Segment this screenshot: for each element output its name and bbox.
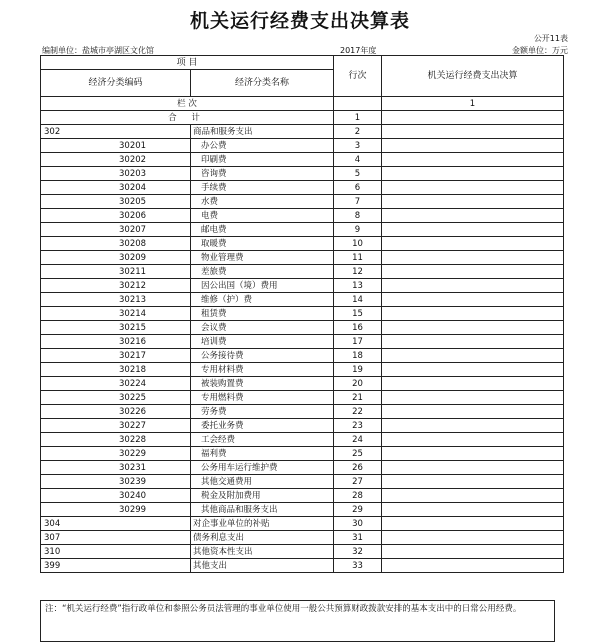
table-row xyxy=(41,293,564,307)
table-row xyxy=(41,139,564,153)
row-value xyxy=(382,419,564,433)
row-name: 其他支出 xyxy=(191,559,334,573)
total-row xyxy=(41,111,564,125)
row-name: 其他商品和服务支出 xyxy=(191,503,334,517)
row-name: 咨询费 xyxy=(191,167,334,181)
table-row xyxy=(41,503,564,517)
table-row xyxy=(41,125,564,139)
row-value xyxy=(382,139,564,153)
page-title: 机关运行经费支出决算表 xyxy=(189,10,410,32)
row-name: 公务接待费 xyxy=(191,349,334,363)
row-code: 30218 xyxy=(41,363,191,377)
table-row xyxy=(41,167,564,181)
row-seq: 9 xyxy=(334,223,382,237)
header-group: 项 目 xyxy=(41,56,334,70)
row-seq: 18 xyxy=(334,349,382,363)
row-name: 福利费 xyxy=(191,447,334,461)
row-code: 30211 xyxy=(41,265,191,279)
row-seq: 23 xyxy=(334,419,382,433)
table-row xyxy=(41,419,564,433)
row-value xyxy=(382,531,564,545)
row-name: 劳务费 xyxy=(191,405,334,419)
row-value xyxy=(382,209,564,223)
table-row xyxy=(41,321,564,335)
row-value xyxy=(382,377,564,391)
row-value xyxy=(382,237,564,251)
table-row xyxy=(41,489,564,503)
row-code: 30201 xyxy=(41,139,191,153)
row-code: 30215 xyxy=(41,321,191,335)
row-value xyxy=(382,321,564,335)
row-code: 30217 xyxy=(41,349,191,363)
row-code: 30207 xyxy=(41,223,191,237)
table-row xyxy=(41,391,564,405)
row-seq: 32 xyxy=(334,545,382,559)
row-seq: 28 xyxy=(334,489,382,503)
row-name: 租赁费 xyxy=(191,307,334,321)
lanci-row xyxy=(41,97,564,111)
row-seq: 8 xyxy=(334,209,382,223)
lanci-value: 1 xyxy=(382,97,564,111)
row-value xyxy=(382,363,564,377)
row-code: 30240 xyxy=(41,489,191,503)
row-seq: 2 xyxy=(334,125,382,139)
row-seq: 16 xyxy=(334,321,382,335)
row-code: 30226 xyxy=(41,405,191,419)
row-code: 30206 xyxy=(41,209,191,223)
row-value xyxy=(382,433,564,447)
table-row xyxy=(41,335,564,349)
row-code: 30208 xyxy=(41,237,191,251)
row-name: 印刷费 xyxy=(191,153,334,167)
expense-table xyxy=(40,55,564,573)
table-row xyxy=(41,279,564,293)
row-name: 专用燃料费 xyxy=(191,391,334,405)
row-name: 被装购置费 xyxy=(191,377,334,391)
row-seq: 5 xyxy=(334,167,382,181)
row-name: 其他交通费用 xyxy=(191,475,334,489)
row-code: 307 xyxy=(41,531,191,545)
header-row-group xyxy=(41,56,564,70)
row-name: 税金及附加费用 xyxy=(191,489,334,503)
row-code: 30229 xyxy=(41,447,191,461)
table-row xyxy=(41,433,564,447)
table-row xyxy=(41,265,564,279)
table-row xyxy=(41,223,564,237)
preparing-unit: 编制单位：盐城市亭湖区文化馆 xyxy=(42,46,154,55)
row-value xyxy=(382,349,564,363)
row-name: 邮电费 xyxy=(191,223,334,237)
row-value xyxy=(382,447,564,461)
row-seq: 31 xyxy=(334,531,382,545)
row-name: 维修（护）费 xyxy=(191,293,334,307)
row-seq: 20 xyxy=(334,377,382,391)
row-code: 310 xyxy=(41,545,191,559)
row-value xyxy=(382,125,564,139)
row-seq: 7 xyxy=(334,195,382,209)
footnote: 注：“机关运行经费”指行政单位和参照公务员法管理的事业单位使用一般公共预算财政拨款安排的基本支出中的日常公用经费。 xyxy=(40,600,555,642)
row-name: 其他资本性支出 xyxy=(191,545,334,559)
row-code: 30213 xyxy=(41,293,191,307)
row-value xyxy=(382,475,564,489)
row-name: 因公出国（境）费用 xyxy=(191,279,334,293)
table-number: 公开11表 xyxy=(533,34,568,43)
row-code: 304 xyxy=(41,517,191,531)
row-seq: 29 xyxy=(334,503,382,517)
row-name: 取暖费 xyxy=(191,237,334,251)
row-code: 302 xyxy=(41,125,191,139)
row-code: 30205 xyxy=(41,195,191,209)
row-name: 工会经费 xyxy=(191,433,334,447)
table-row xyxy=(41,559,564,573)
row-code: 30239 xyxy=(41,475,191,489)
row-value xyxy=(382,181,564,195)
row-value xyxy=(382,293,564,307)
row-code: 30209 xyxy=(41,251,191,265)
lanci-label: 栏 次 xyxy=(41,97,334,111)
row-value xyxy=(382,391,564,405)
row-seq: 13 xyxy=(334,279,382,293)
table-row xyxy=(41,195,564,209)
row-value xyxy=(382,461,564,475)
table-body xyxy=(41,125,564,573)
table-row xyxy=(41,209,564,223)
table-row xyxy=(41,545,564,559)
row-seq: 4 xyxy=(334,153,382,167)
row-seq: 21 xyxy=(334,391,382,405)
row-seq: 24 xyxy=(334,433,382,447)
table-row xyxy=(41,517,564,531)
row-value xyxy=(382,307,564,321)
table-row xyxy=(41,349,564,363)
row-seq: 30 xyxy=(334,517,382,531)
table-row xyxy=(41,363,564,377)
row-name: 会议费 xyxy=(191,321,334,335)
row-code: 30204 xyxy=(41,181,191,195)
row-value xyxy=(382,265,564,279)
row-name: 手续费 xyxy=(191,181,334,195)
table-row xyxy=(41,531,564,545)
header-value: 机关运行经费支出决算 xyxy=(382,56,564,97)
row-value xyxy=(382,503,564,517)
row-value xyxy=(382,517,564,531)
row-seq: 11 xyxy=(334,251,382,265)
table-row xyxy=(41,251,564,265)
fiscal-year: 2017年度 xyxy=(340,46,377,55)
row-seq: 3 xyxy=(334,139,382,153)
row-name: 差旅费 xyxy=(191,265,334,279)
row-value xyxy=(382,251,564,265)
row-code: 30216 xyxy=(41,335,191,349)
row-code: 30227 xyxy=(41,419,191,433)
row-name: 电费 xyxy=(191,209,334,223)
row-code: 399 xyxy=(41,559,191,573)
row-value xyxy=(382,545,564,559)
row-seq: 19 xyxy=(334,363,382,377)
row-value xyxy=(382,195,564,209)
row-name: 公务用车运行维护费 xyxy=(191,461,334,475)
row-seq: 26 xyxy=(334,461,382,475)
row-code: 30225 xyxy=(41,391,191,405)
row-name: 物业管理费 xyxy=(191,251,334,265)
row-code: 30214 xyxy=(41,307,191,321)
row-value xyxy=(382,223,564,237)
header-name: 经济分类名称 xyxy=(191,70,334,97)
amount-unit: 金额单位：万元 xyxy=(512,46,568,55)
row-seq: 10 xyxy=(334,237,382,251)
row-value xyxy=(382,559,564,573)
row-seq: 15 xyxy=(334,307,382,321)
row-seq: 27 xyxy=(334,475,382,489)
row-seq: 22 xyxy=(334,405,382,419)
row-name: 对企事业单位的补贴 xyxy=(191,517,334,531)
lanci-seq-empty xyxy=(334,97,382,111)
table-row xyxy=(41,405,564,419)
table-row xyxy=(41,475,564,489)
total-label: 合 计 xyxy=(41,111,334,125)
header-code: 经济分类编码 xyxy=(41,70,191,97)
row-seq: 33 xyxy=(334,559,382,573)
row-value xyxy=(382,335,564,349)
row-code: 30212 xyxy=(41,279,191,293)
table-row xyxy=(41,153,564,167)
row-value xyxy=(382,167,564,181)
row-code: 30203 xyxy=(41,167,191,181)
row-seq: 6 xyxy=(334,181,382,195)
table-row xyxy=(41,377,564,391)
row-name: 办公费 xyxy=(191,139,334,153)
row-code: 30228 xyxy=(41,433,191,447)
row-seq: 25 xyxy=(334,447,382,461)
header-seq: 行次 xyxy=(334,56,382,97)
row-name: 委托业务费 xyxy=(191,419,334,433)
table-row xyxy=(41,447,564,461)
table-row xyxy=(41,307,564,321)
row-seq: 12 xyxy=(334,265,382,279)
total-value xyxy=(382,111,564,125)
row-name: 水费 xyxy=(191,195,334,209)
row-name: 债务利息支出 xyxy=(191,531,334,545)
row-code: 30299 xyxy=(41,503,191,517)
table-row xyxy=(41,181,564,195)
row-code: 30231 xyxy=(41,461,191,475)
table-row xyxy=(41,461,564,475)
row-code: 30224 xyxy=(41,377,191,391)
row-value xyxy=(382,279,564,293)
row-seq: 17 xyxy=(334,335,382,349)
row-value xyxy=(382,405,564,419)
row-name: 商品和服务支出 xyxy=(191,125,334,139)
row-seq: 14 xyxy=(334,293,382,307)
row-name: 培训费 xyxy=(191,335,334,349)
total-seq: 1 xyxy=(334,111,382,125)
row-name: 专用材料费 xyxy=(191,363,334,377)
row-value xyxy=(382,153,564,167)
row-value xyxy=(382,489,564,503)
row-code: 30202 xyxy=(41,153,191,167)
table-row xyxy=(41,237,564,251)
